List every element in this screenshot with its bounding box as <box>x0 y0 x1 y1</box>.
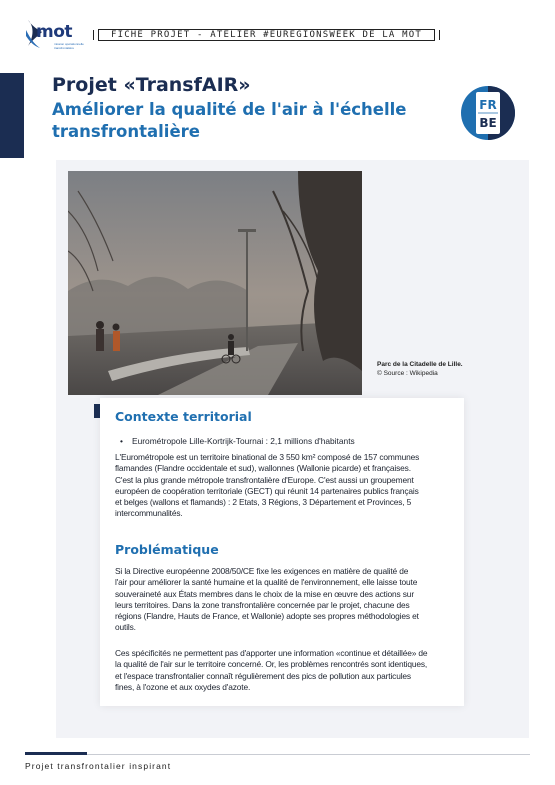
park-photo <box>68 171 362 395</box>
problematique-line: fines, à l'ozone et aux oxydes d'azote. <box>115 681 251 692</box>
problematique-line: et l'espace transfrontalier connaît régulièrement des pics de pollution aux particules <box>115 670 411 681</box>
problematique-line: souveraineté aux États membres dans le choix de la mise en œuvre des actions sur <box>115 588 414 599</box>
problematique-line: outils. <box>115 622 136 633</box>
contexte-line: et belges (wallons et flamands) : 2 Etats, 3 Régions, 3 Département et Provinces, 5 <box>115 497 412 508</box>
fr-be-badge <box>460 85 516 141</box>
badge-fr-label: FR <box>479 98 497 112</box>
problematique-line: leurs territoires. Dans la zone transfrontalière concernée par le projet, chacune des <box>115 599 410 610</box>
photo-caption-source: © Source : Wikipedia <box>377 370 438 377</box>
badge-be-label: BE <box>479 116 497 130</box>
card-accent <box>94 404 100 418</box>
problematique-line: l'air pour améliorer la santé humaine et la qualité de l'environnement, elle laisse toute <box>115 577 418 588</box>
contexte-line: flamandes (Flandre occidentale et sud), wallonnes (Wallonie picarde) et françaises. <box>115 463 411 474</box>
photo-caption <box>377 360 487 378</box>
footer-accent <box>25 752 87 755</box>
photo-caption-title: Parc de la Citadelle de Lille. <box>377 361 463 368</box>
page-subtitle: Améliorer la qualité de l'air à l'échelle transfrontalière <box>52 100 407 141</box>
header-banner-text: FICHE PROJET - ATELIER #EUREGIONSWEEK DE LA MOT <box>110 30 423 40</box>
page-title: Projet «TransfAIR» <box>52 74 251 96</box>
problematique-line: régions (Flandre, Hauts de France, et Wallonie) adopte ses propres méthodologies et <box>115 611 419 622</box>
section-title-contexte: Contexte territorial <box>115 409 252 424</box>
contexte-bullet: • Eurométropole Lille-Kortrijk-Tournai : 2,1 millions d'habitants <box>132 436 355 447</box>
contexte-line: intercommunalités. <box>115 508 183 519</box>
problematique-line: Si la Directive européenne 2008/50/CE fixe les exigences en matière de qualité de <box>115 566 409 576</box>
problematique-paragraph-1 <box>115 566 419 634</box>
contexte-line: C'est la plus grande métropole transfrontalière d'Europe. C'est aussi un groupement <box>115 474 414 485</box>
banner-left-mark <box>93 30 98 40</box>
side-accent-bar <box>0 73 24 158</box>
contexte-paragraph <box>115 452 419 520</box>
problematique-line: la qualité de l'air sur le territoire concerné. Or, les problèmes rencontrés sont identiques, <box>115 659 428 670</box>
footer-text: Projet transfrontalier inspirant <box>25 761 172 771</box>
contexte-line: européen de coopération territoriale (GECT) qui réunit 14 partenaires publics français <box>115 485 419 496</box>
banner-right-mark <box>435 30 440 40</box>
footer-divider <box>25 754 530 755</box>
problematique-paragraph-2 <box>115 648 427 693</box>
logo-tagline: mission opérationnelle transfrontalière <box>54 42 84 50</box>
problematique-line: Ces spécificités ne permettent pas d'apporter une information «continue et détaillée» de <box>115 648 428 658</box>
section-title-problematique: Problématique <box>115 542 219 557</box>
logo-wordmark: mot <box>36 22 73 42</box>
header-banner <box>98 29 435 41</box>
contexte-line: L'Eurométropole est un territoire binational de 3 550 km² composé de 157 communes <box>115 452 420 462</box>
mot-logo <box>22 16 84 58</box>
